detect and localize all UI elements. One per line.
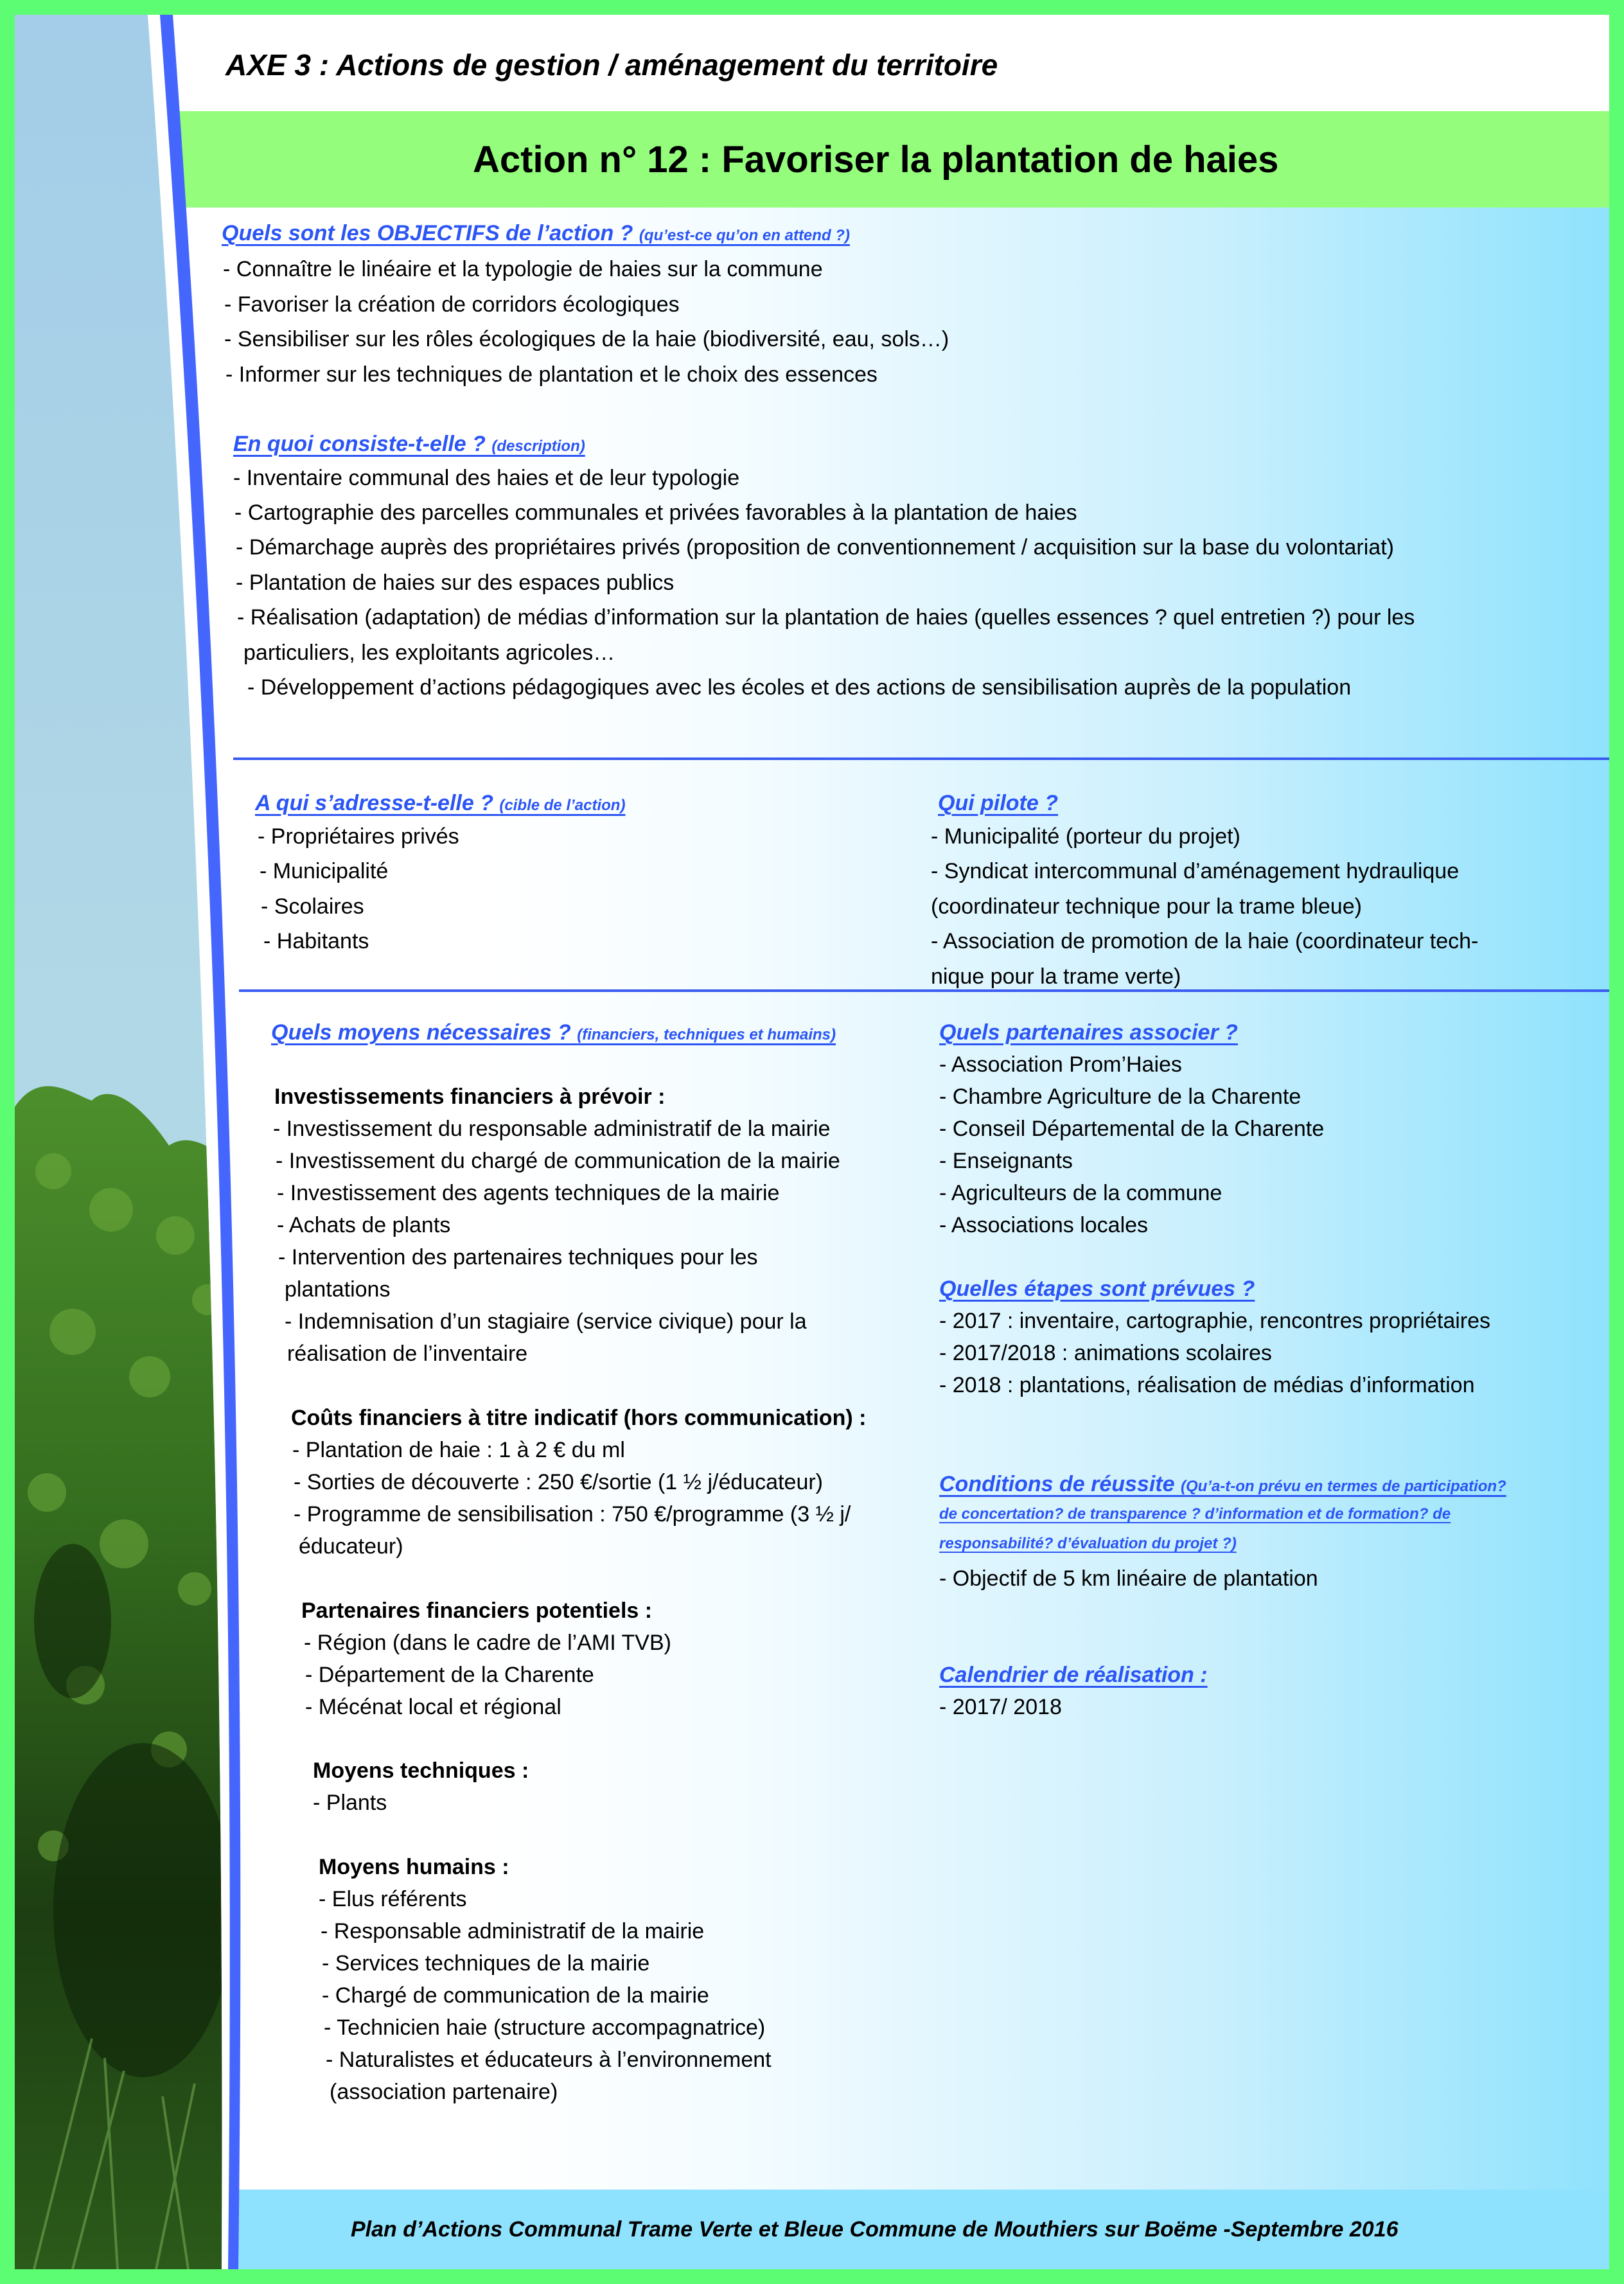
conditions-heading-note: (Qu’a-t-on prévu en termes de participation? xyxy=(1180,1478,1506,1495)
objectifs-heading xyxy=(222,222,850,244)
cible-item: - Scolaires xyxy=(261,894,364,919)
partenaires-financiers-title: Partenaires financiers potentiels : xyxy=(301,1598,653,1623)
cible-item: - Propriétaires privés xyxy=(258,824,459,849)
calendrier-heading-text: Calendrier de réalisation : xyxy=(939,1663,1208,1687)
investissement-item: - Investissement du chargé de communication de la mairie xyxy=(276,1149,840,1173)
section-divider xyxy=(233,757,1609,760)
etapes-heading xyxy=(939,1278,1255,1300)
cible-heading xyxy=(255,792,625,814)
moyens-techniques-title: Moyens techniques : xyxy=(313,1758,529,1783)
partenaire-item: - Associations locales xyxy=(939,1213,1149,1237)
moyens-humains-title: Moyens humains : xyxy=(319,1855,509,1879)
conditions-heading-note-line: de concertation? de transparence ? d’information et de formation? de xyxy=(939,1505,1451,1523)
cout-item: éducateur) xyxy=(299,1534,403,1559)
conditions-heading-text: Conditions de réussite xyxy=(939,1472,1175,1496)
description-item: - Développement d’actions pédagogiques avec les écoles et des actions de sensibilisation auprès de la population xyxy=(247,675,1352,700)
description-heading xyxy=(233,433,585,455)
partenaire-financier-item: - Mécénat local et régional xyxy=(305,1695,561,1719)
investissement-item: réalisation de l’inventaire xyxy=(287,1341,528,1366)
description-heading-note: (description) xyxy=(491,438,585,455)
pilote-item: (coordinateur technique pour la trame bleue) xyxy=(931,894,1362,919)
pilote-item: nique pour la trame verte) xyxy=(931,964,1181,989)
conditions-item: - Objectif de 5 km linéaire de plantation xyxy=(939,1566,1318,1591)
moyens-techniques-item: - Plants xyxy=(313,1791,387,1815)
description-item: - Cartographie des parcelles communales et privées favorables à la plantation de haies xyxy=(234,500,1077,525)
moyens-heading-text: Quels moyens nécessaires ? xyxy=(271,1020,571,1045)
pilote-item: - Association de promotion de la haie (coordinateur tech- xyxy=(931,929,1479,953)
moyens-humains-item: - Technicien haie (structure accompagnatrice) xyxy=(324,2015,766,2040)
description-item: - Réalisation (adaptation) de médias d’information sur la plantation de haies (quelles essences ? quel entretien ?) pour les xyxy=(237,605,1415,630)
partenaire-item: - Enseignants xyxy=(939,1149,1073,1173)
objectif-item: - Sensibiliser sur les rôles écologiques de la haie (biodiversité, eau, sols…) xyxy=(224,327,949,351)
description-heading-text: En quoi consiste-t-elle ? xyxy=(233,432,486,456)
conditions-heading-note-line: responsabilité? d’évaluation du projet ?) xyxy=(939,1535,1237,1552)
pilote-heading xyxy=(938,792,1058,814)
cout-item: - Plantation de haie : 1 à 2 € du ml xyxy=(292,1438,625,1462)
objectif-item: - Connaître le linéaire et la typologie de haies sur la commune xyxy=(223,257,823,281)
description-item: - Démarchage auprès des propriétaires privés (proposition de conventionnement / acquisition sur la base du volontariat) xyxy=(236,535,1394,560)
moyens-humains-item: (association partenaire) xyxy=(330,2080,558,2104)
moyens-heading xyxy=(271,1022,836,1043)
moyens-humains-item: - Naturalistes et éducateurs à l’environnement xyxy=(326,2048,772,2072)
description-item: - Plantation de haies sur des espaces publics xyxy=(236,571,675,595)
investissements-title: Investissements financiers à prévoir : xyxy=(274,1084,666,1109)
partenaire-item: - Chambre Agriculture de la Charente xyxy=(939,1084,1302,1109)
partenaires-heading-text: Quels partenaires associer ? xyxy=(939,1020,1238,1045)
pilote-heading-text: Qui pilote ? xyxy=(938,791,1058,815)
action-title: Action n° 12 : Favoriser la plantation de haies xyxy=(473,139,1279,181)
description-item: - Inventaire communal des haies et de leur typologie xyxy=(233,466,740,490)
investissement-item: - Investissement des agents techniques de la mairie xyxy=(277,1181,780,1205)
moyens-humains-item: - Responsable administratif de la mairie xyxy=(321,1919,705,1943)
partenaires-heading xyxy=(939,1022,1238,1043)
investissement-item: - Achats de plants xyxy=(277,1213,451,1237)
description-item: particuliers, les exploitants agricoles… xyxy=(243,641,615,665)
investissement-item: - Investissement du responsable administratif de la mairie xyxy=(273,1117,831,1141)
etapes-heading-text: Quelles étapes sont prévues ? xyxy=(939,1277,1255,1301)
investissement-item: - Intervention des partenaires techniques pour les xyxy=(278,1245,758,1270)
cible-heading-note: (cible de l’action) xyxy=(499,797,626,814)
partenaire-financier-item: - Région (dans le cadre de l’AMI TVB) xyxy=(304,1631,671,1655)
moyens-humains-item: - Services techniques de la mairie xyxy=(322,1951,650,1976)
couts-title: Coûts financiers à titre indicatif (hors communication) : xyxy=(291,1406,867,1430)
cible-heading-text: A qui s’adresse-t-elle ? xyxy=(255,791,493,815)
calendrier-item: - 2017/ 2018 xyxy=(939,1695,1062,1719)
partenaire-item: - Agriculteurs de la commune xyxy=(939,1181,1222,1205)
page-frame xyxy=(15,15,1609,2269)
moyens-humains-item: - Chargé de communication de la mairie xyxy=(322,1983,709,2008)
objectif-item: - Informer sur les techniques de plantation et le choix des essences xyxy=(225,362,878,387)
etape-item: - 2017 : inventaire, cartographie, rencontres propriétaires xyxy=(939,1309,1491,1333)
section-divider xyxy=(239,989,1609,992)
calendrier-heading xyxy=(939,1664,1208,1686)
conditions-heading xyxy=(939,1473,1506,1495)
partenaire-item: - Association Prom’Haies xyxy=(939,1052,1182,1077)
pilote-item: - Syndicat intercommunal d’aménagement hydraulique xyxy=(931,859,1460,883)
etape-item: - 2018 : plantations, réalisation de médias d’information xyxy=(939,1373,1475,1397)
cible-item: - Habitants xyxy=(263,929,369,953)
pilote-item: - Municipalité (porteur du projet) xyxy=(931,824,1240,849)
hedge-photo-strip xyxy=(15,15,1609,2269)
partenaire-item: - Conseil Départemental de la Charente xyxy=(939,1117,1325,1141)
axe-title: AXE 3 : Actions de gestion / aménagement du territoire xyxy=(225,48,998,82)
objectifs-heading-text: Quels sont les OBJECTIFS de l’action ? xyxy=(222,221,633,245)
cout-item: - Sorties de découverte : 250 €/sortie (1 ½ j/éducateur) xyxy=(294,1470,824,1494)
investissement-item: - Indemnisation d’un stagiaire (service civique) pour la xyxy=(285,1309,807,1334)
footer-text: Plan d’Actions Communal Trame Verte et Bleue Commune de Mouthiers sur Boëme -Septembre 2016 xyxy=(351,2217,1399,2242)
cout-item: - Programme de sensibilisation : 750 €/programme (3 ½ j/ xyxy=(294,1502,851,1527)
etape-item: - 2017/2018 : animations scolaires xyxy=(939,1341,1272,1365)
objectif-item: - Favoriser la création de corridors écologiques xyxy=(224,292,680,317)
moyens-heading-note: (financiers, techniques et humains) xyxy=(577,1026,836,1043)
cible-item: - Municipalité xyxy=(260,859,389,883)
objectifs-heading-note: (qu’est-ce qu’on en attend ?) xyxy=(639,227,850,244)
moyens-humains-item: - Elus référents xyxy=(319,1887,467,1911)
partenaire-financier-item: - Département de la Charente xyxy=(305,1663,594,1687)
investissement-item: plantations xyxy=(285,1277,391,1302)
